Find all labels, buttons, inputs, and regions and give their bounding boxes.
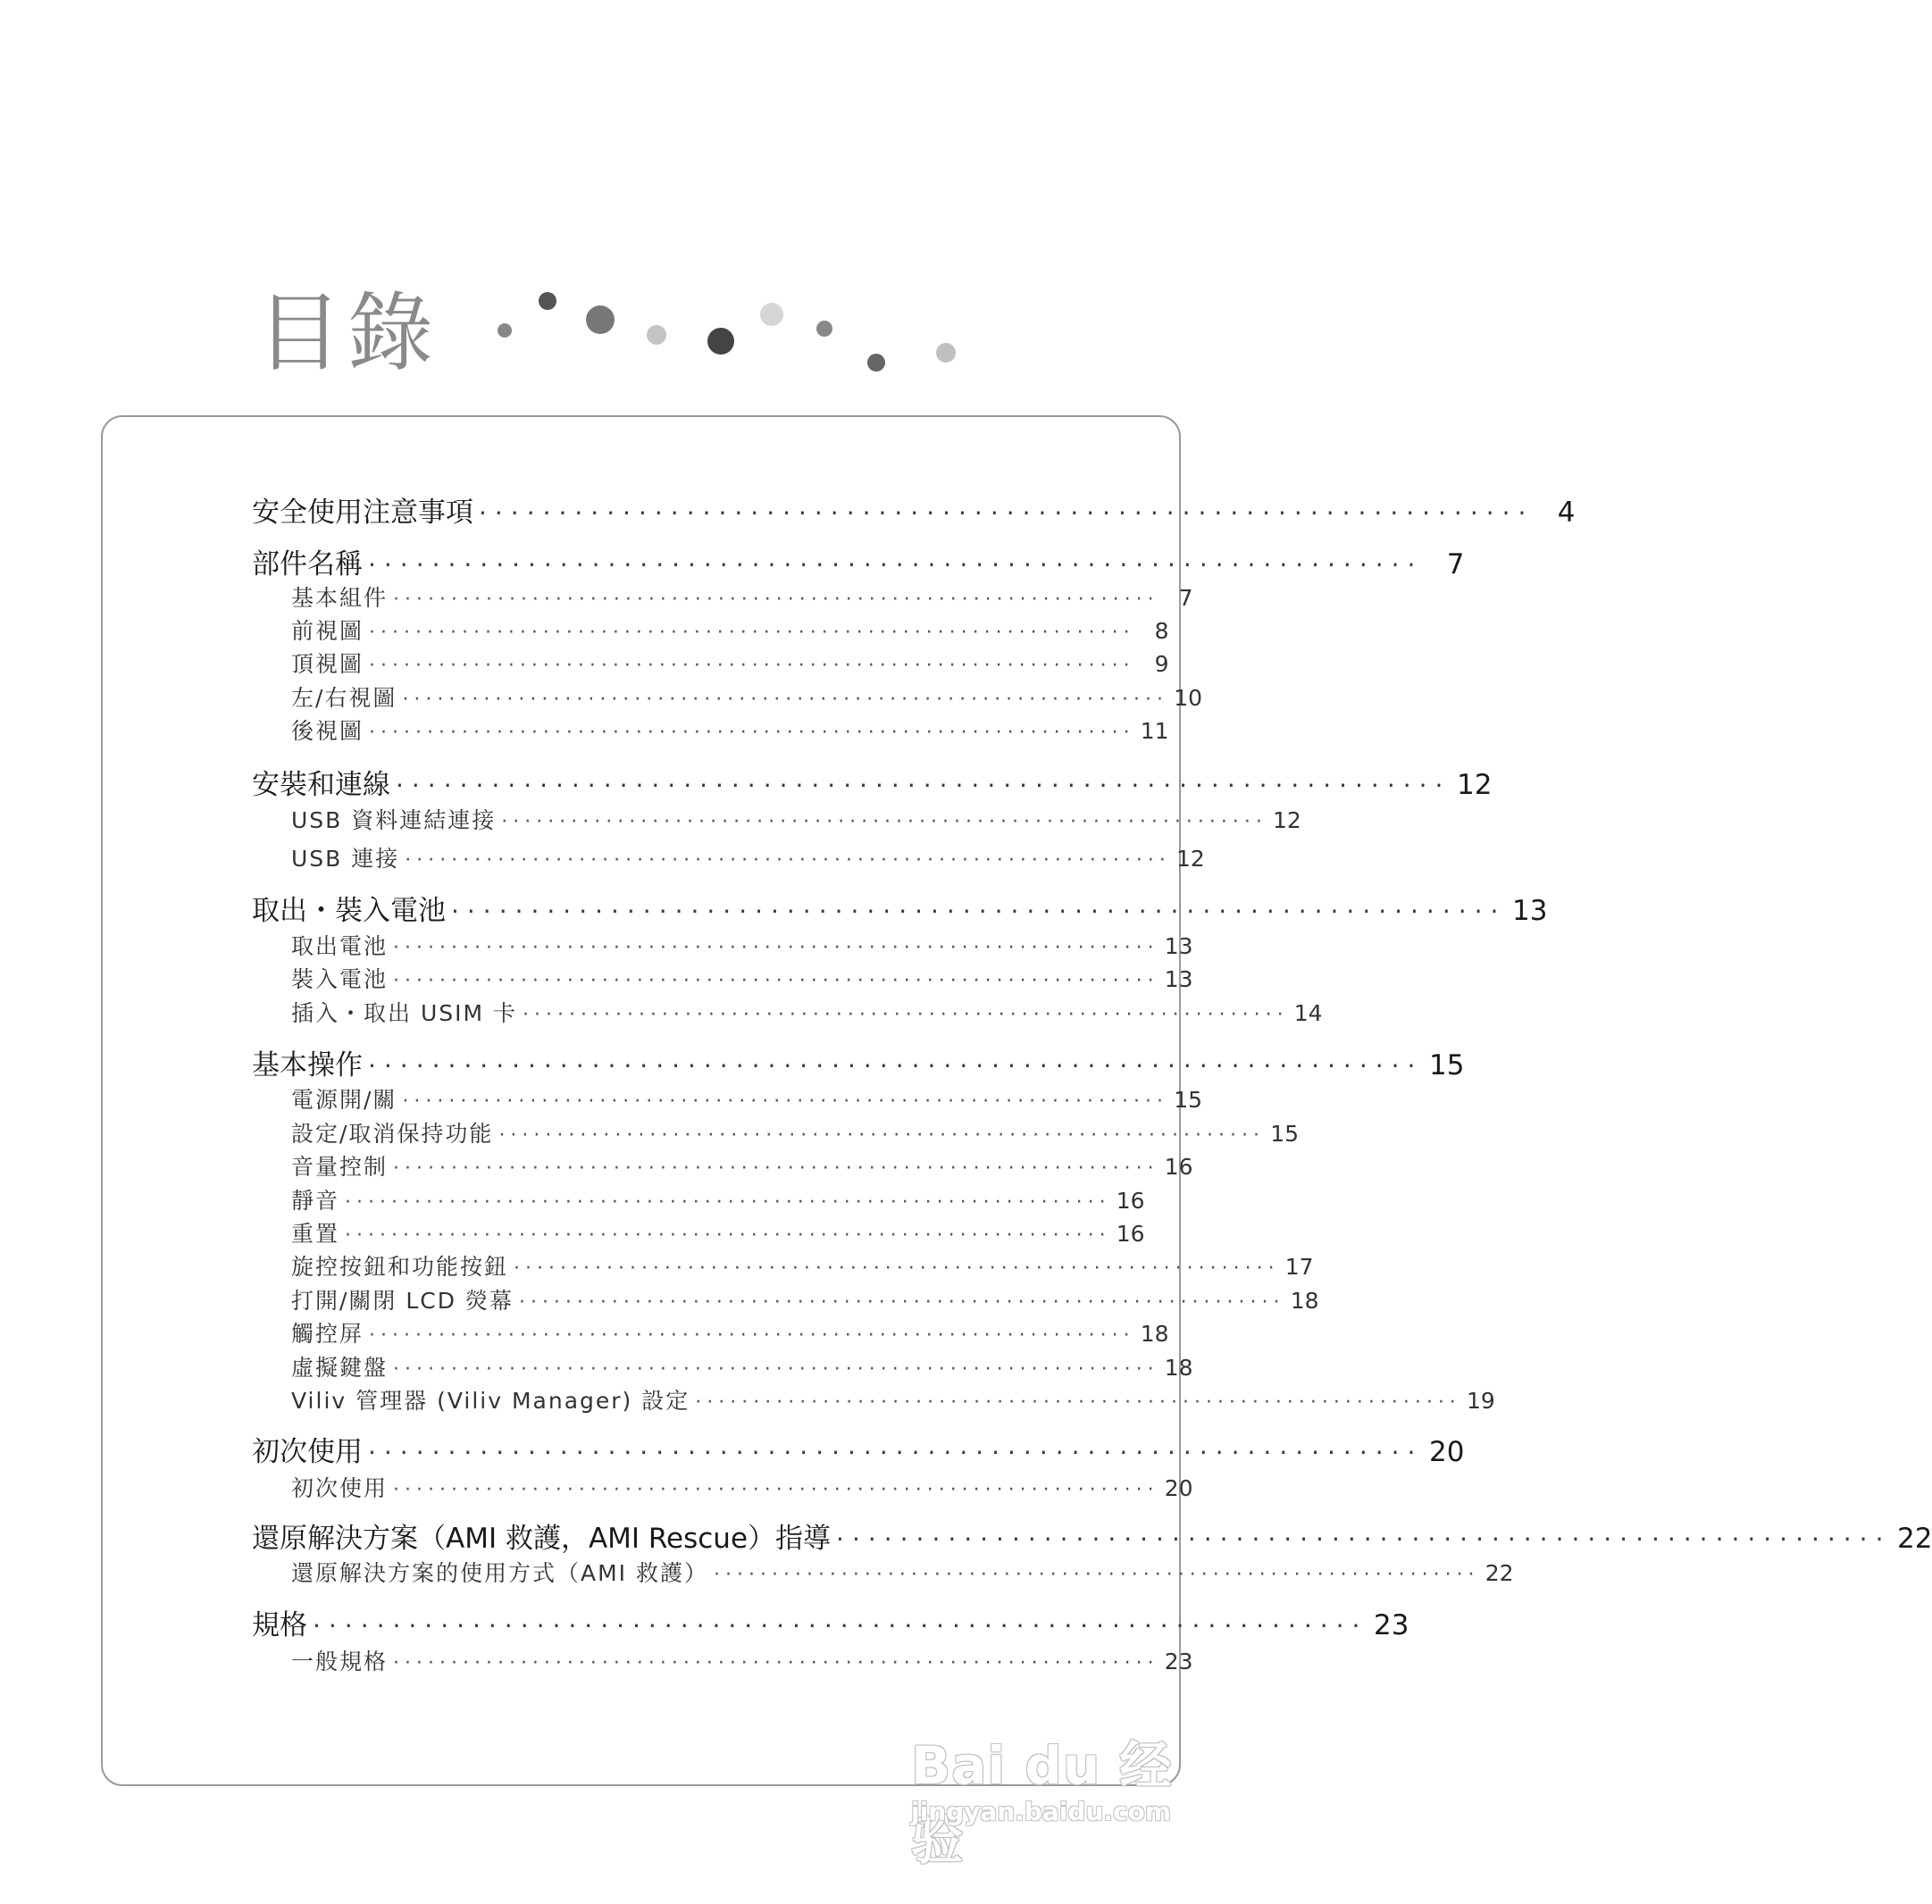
toc-subentry[interactable]	[291, 1319, 1169, 1349]
dot-leader: ··································································	[345, 1224, 1111, 1247]
dot-leader: ··································································	[402, 689, 1168, 711]
toc-page-number: 14	[1293, 1000, 1323, 1026]
toc-subentry[interactable]	[291, 844, 1205, 874]
toc-subentry-label: 基本組件	[291, 585, 389, 611]
toc-section[interactable]	[252, 1048, 1465, 1083]
dot-leader: ··································································	[501, 811, 1267, 833]
dot-leader: ··································································	[405, 849, 1171, 872]
toc-page-number: 15	[1174, 1087, 1202, 1113]
toc-subentry-label: 虛擬鍵盤	[291, 1355, 389, 1381]
toc-subentry-label: 後視圖	[291, 718, 364, 744]
toc-subentry-label: 左/右視圖	[291, 685, 397, 711]
toc-subentry-label: 音量控制	[291, 1154, 389, 1180]
dot-leader: ··································································	[393, 937, 1159, 959]
toc-page-number: 18	[1290, 1288, 1319, 1314]
toc-subentry[interactable]	[291, 616, 1169, 647]
toc-page-number: 20	[1164, 1475, 1193, 1501]
toc-section[interactable]	[252, 495, 1576, 530]
toc-subentry[interactable]	[291, 1386, 1495, 1416]
decor-dot	[707, 328, 734, 355]
decor-dot	[936, 343, 956, 363]
toc-page-number: 16	[1116, 1221, 1145, 1247]
decor-dot	[647, 325, 666, 345]
toc-subentry-label: 頂視圖	[291, 651, 364, 677]
toc-subentry-label: 靜音	[291, 1188, 340, 1214]
toc-subentry[interactable]	[291, 965, 1193, 995]
toc-page-number: 12	[1456, 769, 1493, 801]
toc-subentry[interactable]	[291, 1353, 1193, 1383]
toc-section-label: 初次使用	[252, 1436, 363, 1468]
toc-page-number: 17	[1284, 1254, 1314, 1280]
toc-subentry[interactable]	[291, 1219, 1145, 1249]
dot-leader: ··································································	[393, 1479, 1159, 1501]
toc-subentry[interactable]	[291, 716, 1169, 747]
toc-section[interactable]	[252, 547, 1465, 582]
toc-page-number: 16	[1116, 1188, 1145, 1214]
toc-subentry-label: 電源開/關	[291, 1087, 397, 1113]
toc-page-number: 23	[1164, 1649, 1193, 1674]
dot-leader: ··································································	[369, 655, 1135, 677]
toc-subentry[interactable]	[291, 806, 1301, 836]
toc-subentry[interactable]	[291, 1474, 1193, 1504]
baidu-jingyan-watermark	[911, 1724, 1215, 1871]
decor-dot	[867, 354, 885, 372]
toc-page-number: 13	[1164, 966, 1193, 992]
decor-dot	[760, 303, 783, 326]
page-title: 目錄	[256, 283, 439, 383]
dot-leader: ··································································	[368, 1051, 1424, 1081]
toc-subentry[interactable]	[291, 1186, 1145, 1216]
toc-page-number: 22	[1897, 1523, 1932, 1555]
toc-page-number: 4	[1557, 497, 1576, 529]
toc-section-label: 安裝和連線	[252, 769, 390, 801]
dot-leader: ··································································	[451, 897, 1507, 926]
dot-leader: ··································································	[369, 722, 1135, 744]
toc-page-number: 19	[1467, 1388, 1495, 1414]
dot-leader: ··································································	[402, 1090, 1168, 1113]
toc-page-number: 18	[1164, 1355, 1193, 1381]
dot-leader: ··································································	[695, 1391, 1461, 1414]
toc-subentry[interactable]	[291, 1119, 1299, 1149]
toc-section-label: 取出・裝入電池	[252, 895, 446, 927]
dot-leader: ··································································	[369, 622, 1135, 644]
toc-subentry-label: 旋控按鈕和功能按鈕	[291, 1254, 509, 1280]
dot-leader: ··································································	[396, 771, 1451, 800]
dot-leader: ··································································	[393, 970, 1159, 992]
toc-page-number: 11	[1140, 718, 1169, 744]
toc-section[interactable]	[252, 893, 1548, 929]
decor-dot	[816, 321, 832, 337]
toc-page-number: 22	[1485, 1560, 1514, 1586]
dot-leader: ··································································	[714, 1564, 1480, 1586]
toc-subentry[interactable]	[291, 998, 1323, 1029]
toc-page-number: 12	[1273, 807, 1301, 833]
toc-page-number: 9	[1154, 651, 1169, 677]
decor-dot	[539, 292, 556, 310]
toc-subentry[interactable]	[291, 1252, 1314, 1282]
toc-page-number: 12	[1176, 846, 1205, 872]
toc-section[interactable]	[252, 1434, 1465, 1470]
toc-subentry-label: 插入・取出 USIM 卡	[291, 1000, 518, 1026]
toc-subentry[interactable]	[291, 1152, 1193, 1182]
toc-subentry-label: Viliv 管理器 (Viliv Manager) 設定	[291, 1388, 690, 1414]
decor-dot	[498, 323, 512, 338]
toc-subentry[interactable]	[291, 1286, 1319, 1316]
toc-subentry[interactable]	[291, 649, 1169, 680]
toc-subentry-label: 還原解決方案的使用方式（AMI 救護）	[291, 1560, 708, 1586]
toc-subentry[interactable]	[291, 931, 1193, 962]
dot-leader: ··································································	[368, 550, 1424, 580]
toc-subentry-label: 初次使用	[291, 1475, 389, 1501]
toc-page-number: 15	[1270, 1121, 1299, 1147]
dot-leader: ··································································	[518, 1291, 1285, 1314]
toc-page-number: 20	[1428, 1436, 1465, 1468]
toc-page-number: 8	[1154, 618, 1169, 644]
dot-leader: ··································································	[836, 1524, 1892, 1554]
toc-subentry[interactable]	[291, 1647, 1193, 1677]
toc-subentry[interactable]	[291, 1085, 1202, 1115]
toc-subentry-label: 一般規格	[291, 1649, 389, 1674]
dot-leader: ··································································	[368, 1438, 1424, 1467]
dot-leader: ··································································	[393, 1157, 1159, 1180]
toc-subentry-label: 裝入電池	[291, 966, 389, 992]
toc-subentry-label: USB 連接	[291, 846, 400, 872]
toc-subentry-label: 重置	[291, 1221, 340, 1247]
dot-leader: ··································································	[514, 1257, 1280, 1280]
dot-leader: ··································································	[369, 1324, 1135, 1347]
toc-subentry[interactable]	[291, 583, 1193, 614]
toc-subentry-label: 設定/取消保持功能	[291, 1121, 494, 1147]
toc-subentry-label: 觸控屏	[291, 1321, 364, 1347]
toc-page-number: 15	[1428, 1049, 1465, 1081]
decor-dot	[586, 305, 615, 334]
toc-subentry-label: 前視圖	[291, 618, 364, 644]
toc-section[interactable]	[252, 1608, 1409, 1643]
toc-section[interactable]	[252, 1521, 1932, 1557]
toc-page-number: 7	[1178, 585, 1193, 611]
toc-page-number: 16	[1164, 1154, 1193, 1180]
toc-section[interactable]	[252, 767, 1493, 803]
toc-subentry[interactable]	[291, 683, 1202, 714]
toc-subentry-label: 取出電池	[291, 933, 389, 959]
toc-subentry-label: USB 資料連結連接	[291, 807, 497, 833]
toc-page-number: 10	[1174, 685, 1202, 711]
watermark-url: jingyan.baidu.com	[911, 1797, 1172, 1826]
toc-page-number: 13	[1164, 933, 1193, 959]
toc-subentry-label: 打開/關閉 LCD 熒幕	[291, 1288, 514, 1314]
toc-page-number: 18	[1140, 1321, 1169, 1347]
toc-page-number: 7	[1446, 548, 1465, 580]
dot-leader: ··································································	[393, 1652, 1159, 1674]
toc-page-number: 23	[1373, 1609, 1409, 1641]
toc-section-label: 基本操作	[252, 1049, 363, 1081]
toc-section-label: 安全使用注意事項	[252, 497, 473, 529]
toc-page-number: 13	[1511, 895, 1548, 927]
dot-leader: ··································································	[393, 589, 1159, 611]
dot-leader: ··································································	[313, 1611, 1368, 1641]
dot-leader: ··································································	[523, 1004, 1289, 1026]
dot-leader: ··································································	[393, 1358, 1159, 1381]
dot-leader: ··································································	[345, 1191, 1111, 1214]
dot-leader: ··································································	[498, 1124, 1265, 1147]
toc-subentry[interactable]	[291, 1558, 1514, 1589]
toc-section-label: 部件名稱	[252, 548, 363, 580]
dot-leader: ··································································	[479, 498, 1535, 528]
toc-section-label: 還原解決方案（AMI 救護，AMI Rescue）指導	[252, 1523, 832, 1555]
watermark-logo: Bai du 经验	[911, 1735, 1173, 1871]
toc-section-label: 規格	[252, 1609, 307, 1641]
